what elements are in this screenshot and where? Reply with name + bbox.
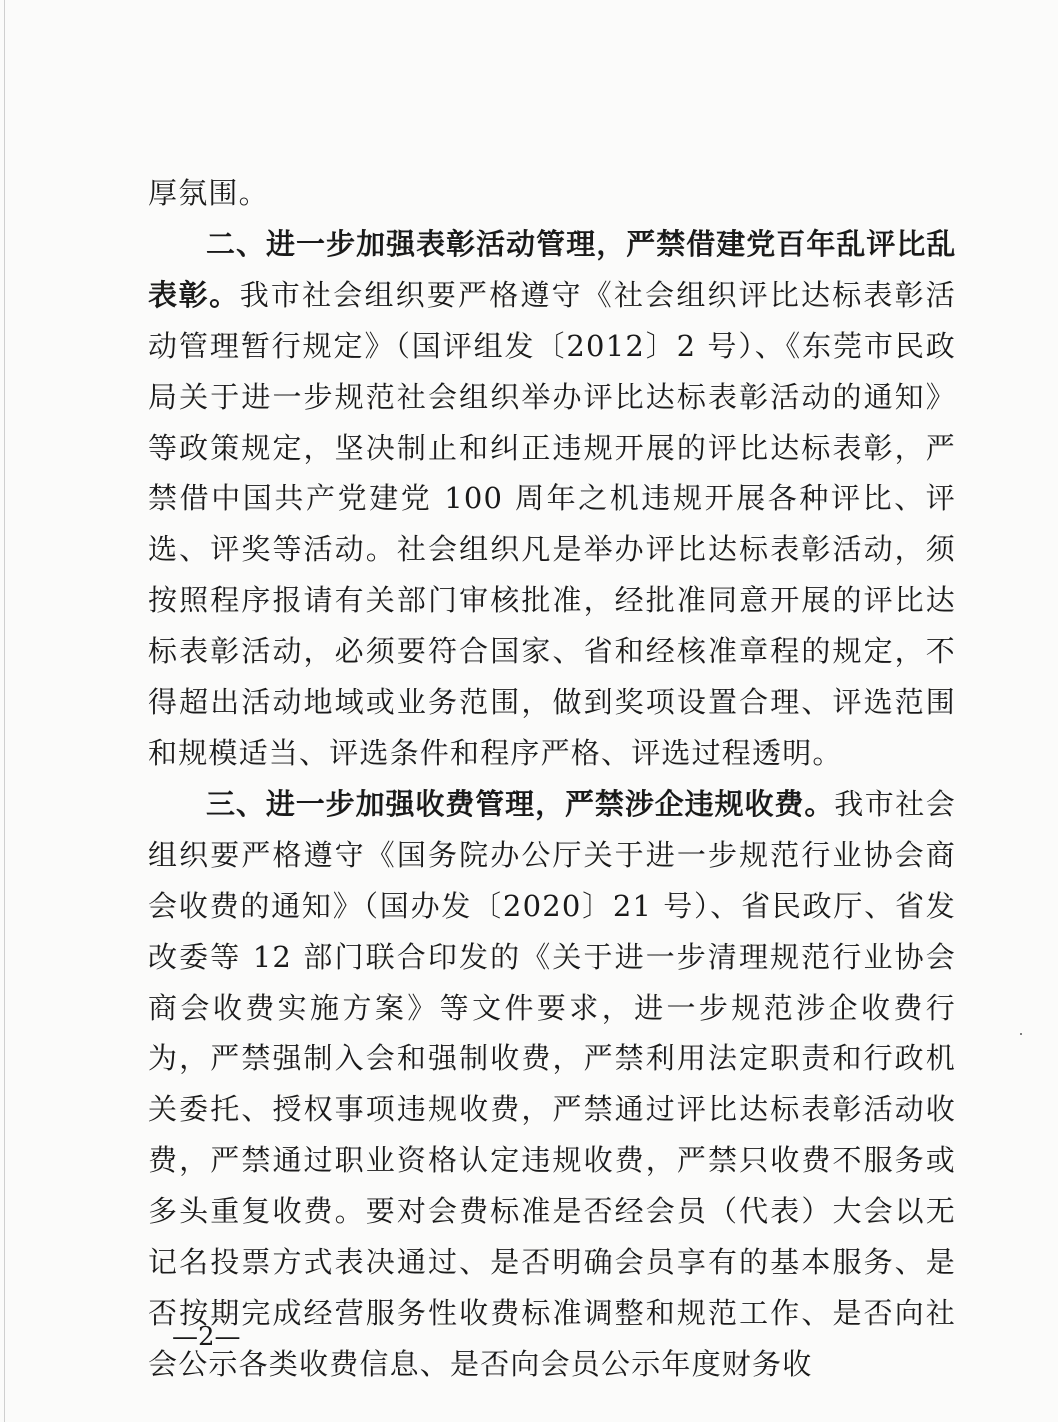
paragraph-continuation	[148, 168, 956, 219]
section-heading-fees: 三、进一步加强收费管理，严禁涉企违规收费。	[206, 786, 835, 821]
document-body	[148, 168, 956, 1390]
scan-speck	[1020, 1033, 1022, 1035]
paragraph-text: 我市社会组织要严格遵守《国务院办公厅关于进一步规范行业协会商会收费的通知》（国办发〔2020〕21 号）、省民政厅、省发改委等 12 部门联合印发的《关于进一步清理规范行业协会商会收费实施方案》等文件要求，进一步规范涉企收费行为，严禁强制入会和强制收费，严禁利用法定职责和行政机关委托、授权事项违规收费，严禁通过评比达标表彰活动收费，严禁通过职业资格认定违规收费，严禁只收费不服务或多头重复收费。要对会费标准是否经会员（代表）大会以无记名投票方式表决通过、是否明确会员享有的基本服务、是否按期完成经营服务性收费标准调整和规范工作、是否向社会公示各类收费信息、是否向会员公示年度财务收	[148, 786, 956, 1381]
paragraph-text: 我市社会组织要严格遵守《社会组织评比达标表彰活动管理暂行规定》（国评组发〔2012〕2 号）、《东莞市民政局关于进一步规范社会组织举办评比达标表彰活动的通知》等政策规定，坚决制止和纠正违规开展的评比达标表彰，严禁借中国共产党建党 100 周年之机违规开展各种评比、评选、评奖等活动。社会组织凡是举办评比达标表彰活动，须按照程序报请有关部门审核批准，经批准同意开展的评比达标表彰活动，必须要符合国家、省和经核准章程的规定，不得超出活动地域或业务范围，做到奖项设置合理、评选范围和规模适当、评选条件和程序严格、评选过程透明。	[148, 277, 956, 770]
page-number: —2—	[172, 1322, 241, 1352]
section-heading-awards: 二、进一步加强表彰活动管理，严禁借建党百年乱评比乱表彰。	[148, 226, 956, 312]
paragraph-awards-management	[148, 219, 956, 779]
scan-edge-line	[4, 0, 5, 1422]
paragraph-text: 厚氛围。	[148, 176, 269, 210]
paragraph-fee-management	[148, 779, 956, 1390]
